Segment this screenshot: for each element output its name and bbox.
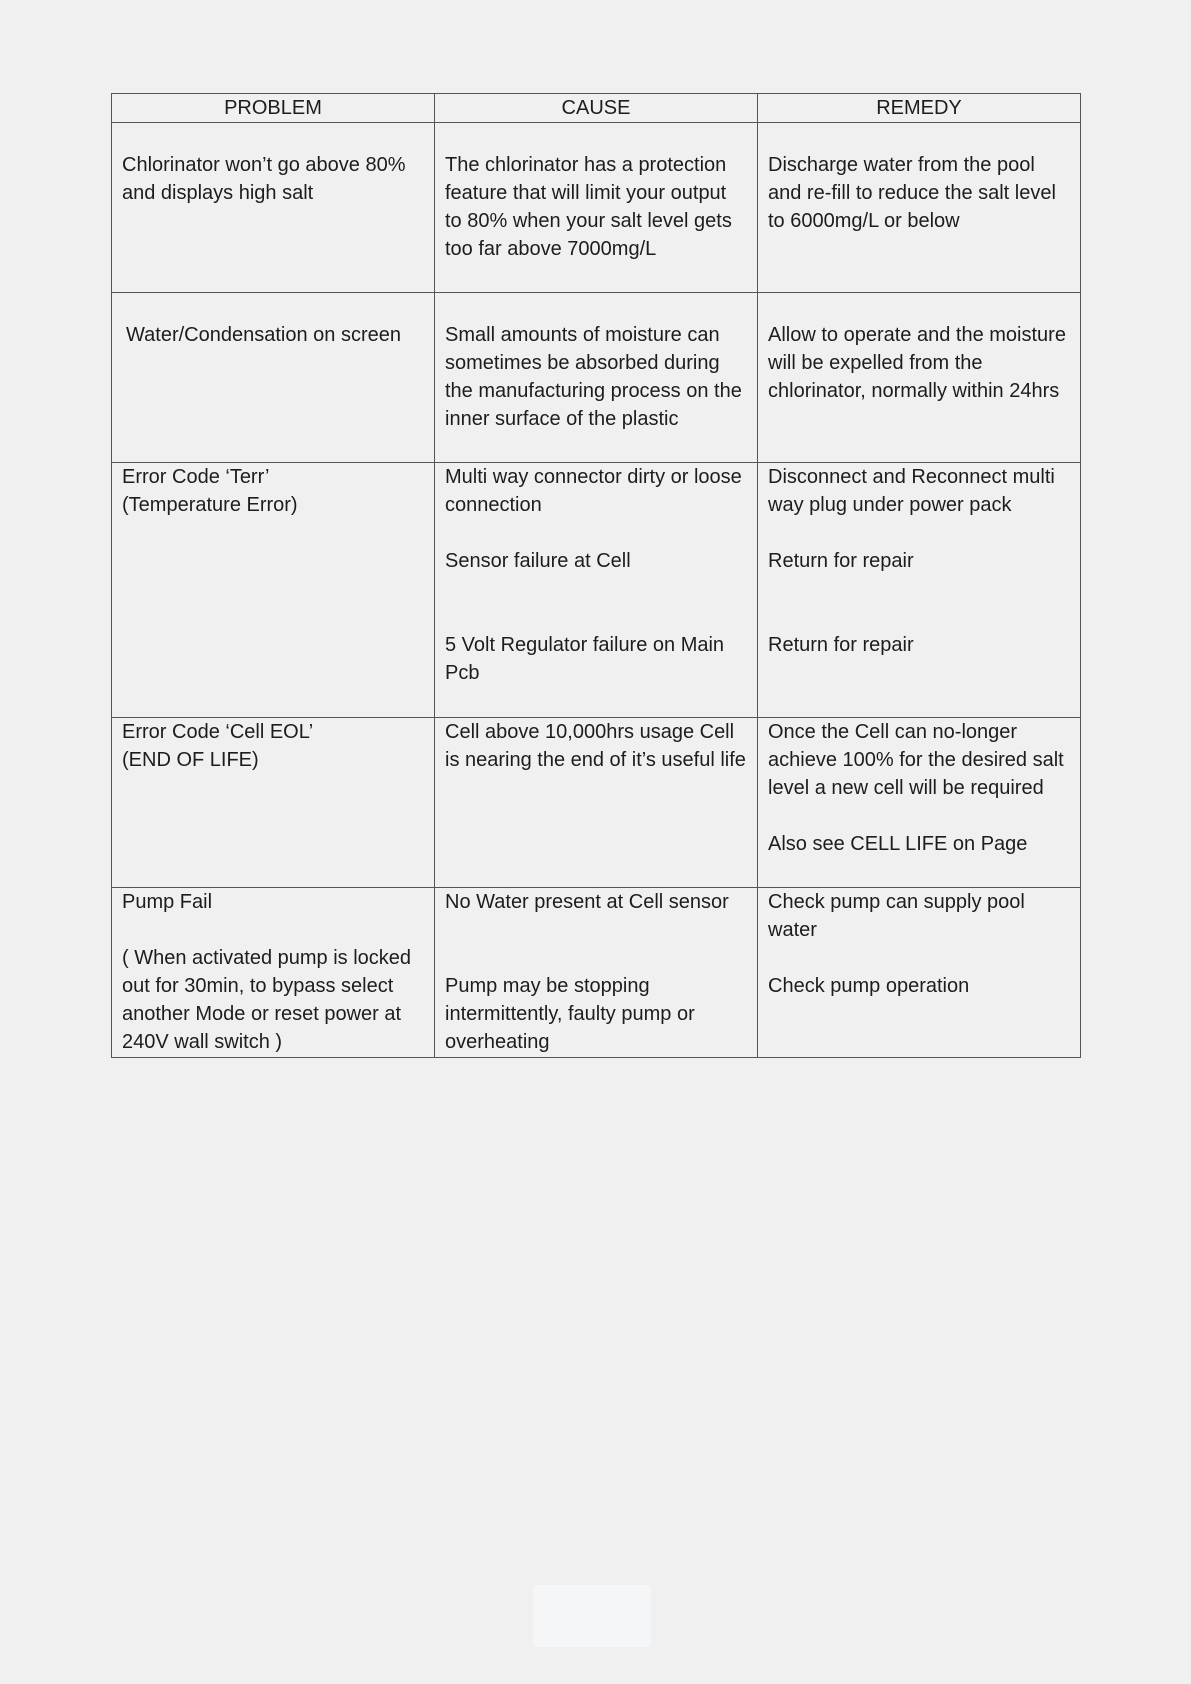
problem-cell (112, 123, 435, 293)
problem-cell (112, 293, 435, 463)
cause-text-2: Sensor failure at Cell (445, 550, 631, 572)
problem-text: Error Code ‘Cell EOL’ (END OF LIFE) (122, 721, 314, 771)
cause-text-1: Multi way connector dirty or loose connection (445, 466, 742, 516)
remedy-cell (758, 718, 1081, 888)
remedy-cell (758, 888, 1081, 1058)
spacer (768, 802, 1070, 830)
cause-text: Cell above 10,000hrs usage Cell is nearing the end of it’s useful life (445, 721, 746, 771)
cause-text: Small amounts of moisture can sometimes be absorbed during the manufacturing process on the inner surface of the plastic (445, 324, 742, 430)
problem-text-1: Pump Fail (122, 891, 213, 913)
spacer (445, 575, 747, 631)
cause-text-3: 5 Volt Regulator failure on Main Pcb (445, 634, 725, 684)
cause-cell (435, 293, 758, 463)
problem-cell (112, 463, 435, 718)
spacer (445, 916, 747, 972)
table-row (112, 463, 1081, 718)
problem-text: Water/Condensation on screen (126, 324, 401, 346)
cause-cell (435, 888, 758, 1058)
spacer (768, 575, 1070, 631)
table-row (112, 123, 1081, 293)
header-remedy: REMEDY (758, 94, 1081, 123)
header-cause: CAUSE (435, 94, 758, 123)
problem-text: Chlorinator won’t go above 80% and displays high salt (122, 154, 406, 204)
cause-text: The chlorinator has a protection feature that will limit your output to 80% when your salt level gets too far above 7000mg/L (445, 154, 732, 260)
spacer (122, 916, 424, 944)
cause-cell (435, 123, 758, 293)
table-row (112, 888, 1081, 1058)
problem-text: Error Code ‘Terr’ (Temperature Error) (122, 466, 298, 516)
remedy-text-1: Check pump can supply pool water (768, 891, 1025, 941)
remedy-cell (758, 293, 1081, 463)
problem-text-2: ( When activated pump is locked out for 30min, to bypass select another Mode or reset power at 240V wall switch ) (122, 947, 412, 1053)
remedy-cell (758, 463, 1081, 718)
remedy-text-3: Return for repair (768, 634, 914, 656)
table-row (112, 293, 1081, 463)
spacer (768, 944, 1070, 972)
table-header-row (112, 94, 1081, 123)
problem-cell (112, 888, 435, 1058)
problem-cell (112, 718, 435, 888)
remedy-cell (758, 123, 1081, 293)
remedy-text-1: Disconnect and Reconnect multi way plug under power pack (768, 466, 1055, 516)
troubleshooting-table (111, 93, 1081, 1058)
remedy-text-1: Once the Cell can no-longer achieve 100% for the desired salt level a new cell will be required (768, 721, 1064, 799)
cause-cell (435, 463, 758, 718)
remedy-text-2: Check pump operation (768, 975, 970, 997)
spacer (445, 519, 747, 547)
spacer (768, 519, 1070, 547)
remedy-text: Allow to operate and the moisture will be expelled from the chlorinator, normally within 24hrs (768, 324, 1066, 402)
table-row (112, 718, 1081, 888)
remedy-text-2: Also see CELL LIFE on Page (768, 833, 1028, 855)
cause-text-1: No Water present at Cell sensor (445, 891, 729, 913)
cause-text-2: Pump may be stopping intermittently, faulty pump or overheating (445, 975, 695, 1053)
remedy-text-2: Return for repair (768, 550, 914, 572)
header-problem: PROBLEM (112, 94, 435, 123)
remedy-text: Discharge water from the pool and re-fill to reduce the salt level to 6000mg/L or below (768, 154, 1056, 232)
blank-footer-box (533, 1585, 651, 1647)
cause-cell (435, 718, 758, 888)
